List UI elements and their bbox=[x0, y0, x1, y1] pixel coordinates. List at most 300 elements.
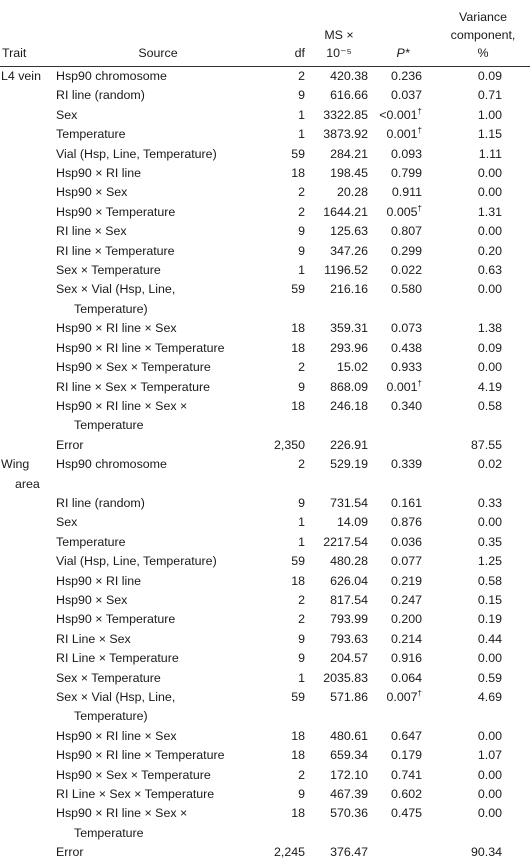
source-cell bbox=[52, 727, 264, 746]
source-text: Hsp90 × Sex × Temperature bbox=[56, 767, 211, 782]
p-value: 0.580 bbox=[390, 282, 422, 297]
header-var-line3: % bbox=[477, 46, 489, 60]
variance-cell: 0.00 bbox=[477, 166, 502, 181]
df-cell: 59 bbox=[291, 282, 305, 297]
table-row bbox=[0, 339, 530, 358]
ms-cell: 570.36 bbox=[330, 806, 368, 821]
ms-cell: 480.61 bbox=[330, 728, 368, 743]
trait-cell bbox=[0, 804, 52, 843]
variance-cell: 0.33 bbox=[477, 495, 502, 510]
source-text: Sex bbox=[56, 515, 78, 530]
p-cell bbox=[370, 242, 436, 261]
ms-cell: 731.54 bbox=[330, 495, 368, 510]
ms-cell: 2217.54 bbox=[323, 534, 368, 549]
trait-cell bbox=[0, 494, 52, 513]
ms-cell: 125.63 bbox=[330, 224, 368, 239]
p-cell bbox=[370, 280, 436, 319]
df-cell: 18 bbox=[291, 166, 305, 181]
trait-cell bbox=[0, 727, 52, 746]
df-cell: 9 bbox=[298, 787, 305, 802]
df-cell: 2,350 bbox=[273, 437, 305, 452]
trait-cell bbox=[0, 630, 52, 649]
trait-cell bbox=[0, 261, 52, 280]
table-row bbox=[0, 378, 530, 397]
source-text: RI line (random) bbox=[56, 495, 145, 510]
table-row bbox=[0, 494, 530, 513]
trait-cell bbox=[0, 766, 52, 785]
source-cell bbox=[52, 785, 264, 804]
variance-cell: 0.02 bbox=[477, 457, 502, 472]
p-cell bbox=[370, 494, 436, 513]
p-value: 0.036 bbox=[390, 534, 422, 549]
variance-cell: 0.59 bbox=[477, 670, 502, 685]
source-cell bbox=[52, 591, 264, 610]
ms-cell: 359.31 bbox=[330, 321, 368, 336]
table-body bbox=[0, 67, 530, 863]
df-cell: 2 bbox=[298, 592, 305, 607]
variance-cell: 1.00 bbox=[477, 107, 502, 122]
trait-cell bbox=[0, 785, 52, 804]
header-ms-line1: MS × bbox=[324, 28, 354, 42]
source-text: Hsp90 × RI line bbox=[56, 573, 142, 588]
p-cell bbox=[370, 203, 436, 222]
trait-cell bbox=[0, 222, 52, 241]
variance-cell: 4.69 bbox=[477, 690, 502, 704]
source-text: Hsp90 × RI line × Sex × bbox=[56, 398, 188, 413]
source-cell bbox=[52, 378, 264, 397]
source-text: Error bbox=[56, 437, 84, 452]
p-cell bbox=[370, 436, 436, 455]
variance-cell: 87.55 bbox=[470, 437, 502, 452]
dagger-mark: † bbox=[417, 378, 422, 388]
source-text: RI line × Sex × Temperature bbox=[56, 379, 211, 394]
source-cell bbox=[52, 688, 264, 727]
df-cell: 1 bbox=[298, 127, 305, 142]
source-cell bbox=[52, 242, 264, 261]
table-row bbox=[0, 164, 530, 183]
ms-cell: 659.34 bbox=[330, 748, 368, 763]
p-value: 0.475 bbox=[390, 806, 422, 821]
trait-cell bbox=[0, 591, 52, 610]
p-value: 0.807 bbox=[390, 224, 422, 239]
ms-cell: 14.09 bbox=[336, 515, 368, 530]
source-text: RI Line × Temperature bbox=[56, 651, 179, 666]
ms-cell: 1196.52 bbox=[324, 263, 368, 278]
p-value: 0.339 bbox=[390, 457, 422, 472]
p-value: 0.340 bbox=[390, 398, 422, 413]
ms-cell: 467.39 bbox=[330, 787, 368, 802]
variance-cell: 0.58 bbox=[477, 573, 502, 588]
p-cell bbox=[370, 106, 436, 125]
source-text: Vial (Hsp, Line, Temperature) bbox=[56, 146, 217, 161]
p-cell bbox=[370, 688, 436, 727]
p-cell bbox=[370, 164, 436, 183]
source-text: Temperature bbox=[56, 127, 126, 142]
variance-cell: 1.11 bbox=[478, 146, 502, 161]
table-row bbox=[0, 591, 530, 610]
source-cell bbox=[52, 145, 264, 164]
source-text: Sex × Temperature bbox=[56, 670, 161, 685]
ms-cell: 571.86 bbox=[330, 690, 368, 704]
df-cell: 1 bbox=[298, 534, 305, 549]
df-cell: 59 bbox=[291, 146, 305, 161]
variance-cell: 0.15 bbox=[477, 592, 502, 607]
ms-cell: 376.47 bbox=[330, 845, 368, 860]
header-source: Source bbox=[52, 0, 264, 67]
ms-cell: 1644.21 bbox=[323, 204, 368, 219]
source-cell bbox=[52, 106, 264, 125]
table-row bbox=[0, 145, 530, 164]
p-cell bbox=[370, 86, 436, 105]
p-value: 0.916 bbox=[390, 651, 422, 666]
header-p: P* bbox=[370, 0, 436, 67]
table-row bbox=[0, 552, 530, 571]
table-row bbox=[0, 785, 530, 804]
ms-cell: 198.45 bbox=[330, 166, 368, 181]
ms-cell: 204.57 bbox=[330, 651, 368, 666]
header-ms bbox=[308, 0, 370, 67]
p-cell bbox=[370, 261, 436, 280]
p-value: 0.741 bbox=[390, 767, 422, 782]
variance-cell: 0.00 bbox=[477, 806, 502, 821]
trait-cell bbox=[0, 183, 52, 202]
source-text: Hsp90 × RI line × Temperature bbox=[56, 340, 225, 355]
df-cell: 59 bbox=[291, 690, 305, 704]
dagger-mark: † bbox=[417, 203, 422, 213]
df-cell: 18 bbox=[291, 728, 305, 743]
p-cell bbox=[370, 610, 436, 629]
source-text: Temperature bbox=[56, 534, 126, 549]
table-row bbox=[0, 106, 530, 125]
source-cell bbox=[52, 339, 264, 358]
source-text: Temperature) bbox=[74, 709, 148, 724]
table-row bbox=[0, 67, 530, 87]
p-value: <0.001 bbox=[379, 107, 418, 122]
table-row bbox=[0, 242, 530, 261]
df-cell: 1 bbox=[298, 515, 305, 530]
p-value: 0.179 bbox=[390, 748, 422, 763]
variance-cell: 1.25 bbox=[477, 554, 502, 569]
table-row bbox=[0, 358, 530, 377]
variance-cell: 1.38 bbox=[477, 321, 502, 336]
df-cell: 2 bbox=[298, 457, 305, 472]
table-row bbox=[0, 630, 530, 649]
source-text: Hsp90 × Sex bbox=[56, 592, 128, 607]
df-cell: 9 bbox=[298, 651, 305, 666]
variance-cell: 1.07 bbox=[477, 748, 502, 763]
source-text: Hsp90 × RI line bbox=[56, 166, 142, 181]
table-row bbox=[0, 455, 530, 494]
p-value: 0.037 bbox=[390, 88, 422, 103]
table-row bbox=[0, 280, 530, 319]
df-cell: 1 bbox=[298, 263, 305, 278]
df-cell: 1 bbox=[298, 670, 305, 685]
source-text: Hsp90 × Temperature bbox=[56, 612, 176, 627]
variance-cell: 4.19 bbox=[477, 379, 502, 394]
source-cell bbox=[52, 843, 264, 862]
source-cell bbox=[52, 436, 264, 455]
variance-cell: 1.15 bbox=[477, 127, 502, 142]
trait-cell bbox=[0, 125, 52, 144]
df-cell: 9 bbox=[298, 631, 305, 646]
table-row bbox=[0, 397, 530, 436]
ms-cell: 2035.83 bbox=[323, 670, 368, 685]
trait-label: L4 vein bbox=[1, 69, 41, 83]
p-value: 0.064 bbox=[390, 670, 422, 685]
p-value: 0.247 bbox=[390, 592, 422, 607]
df-cell: 18 bbox=[291, 398, 305, 413]
table-row bbox=[0, 436, 530, 455]
ms-cell: 793.99 bbox=[330, 612, 368, 627]
p-cell bbox=[370, 727, 436, 746]
variance-cell: 0.00 bbox=[477, 651, 502, 666]
p-cell bbox=[370, 746, 436, 765]
source-cell bbox=[52, 804, 264, 843]
variance-cell: 0.35 bbox=[477, 534, 502, 549]
source-text: RI line × Sex bbox=[56, 224, 127, 239]
trait-label: area bbox=[15, 476, 40, 491]
p-value: 0.077 bbox=[390, 554, 422, 569]
source-cell bbox=[52, 766, 264, 785]
dagger-mark: † bbox=[417, 126, 422, 136]
df-cell: 9 bbox=[298, 224, 305, 239]
df-cell: 18 bbox=[291, 748, 305, 763]
ms-cell: 793.63 bbox=[330, 631, 368, 646]
source-text: Hsp90 × Temperature bbox=[56, 204, 176, 219]
df-cell: 9 bbox=[298, 495, 305, 510]
df-cell: 2 bbox=[298, 612, 305, 627]
trait-cell bbox=[0, 513, 52, 532]
variance-cell: 0.00 bbox=[477, 515, 502, 530]
p-value: 0.005 bbox=[386, 204, 418, 219]
trait-cell bbox=[0, 145, 52, 164]
trait-cell bbox=[0, 455, 52, 494]
trait-cell bbox=[0, 552, 52, 571]
table-row bbox=[0, 610, 530, 629]
p-cell bbox=[370, 455, 436, 494]
source-text: Sex bbox=[56, 107, 78, 122]
table-row bbox=[0, 572, 530, 591]
source-text: Error bbox=[56, 845, 84, 860]
ms-cell: 817.54 bbox=[330, 592, 368, 607]
p-value: 0.438 bbox=[390, 340, 422, 355]
p-cell bbox=[370, 397, 436, 436]
trait-cell bbox=[0, 86, 52, 105]
p-cell bbox=[370, 533, 436, 552]
source-text: Sex × Vial (Hsp, Line, bbox=[56, 690, 176, 704]
p-value: 0.001 bbox=[386, 127, 418, 142]
df-cell: 2,245 bbox=[273, 845, 305, 860]
df-cell: 2 bbox=[298, 185, 305, 200]
source-cell bbox=[52, 164, 264, 183]
source-cell bbox=[52, 86, 264, 105]
table-row bbox=[0, 203, 530, 222]
variance-cell: 0.00 bbox=[477, 185, 502, 200]
source-cell bbox=[52, 572, 264, 591]
source-text: Hsp90 × Sex × Temperature bbox=[56, 360, 211, 375]
df-cell: 18 bbox=[291, 321, 305, 336]
p-cell bbox=[370, 843, 436, 862]
source-text: Temperature bbox=[74, 418, 144, 433]
variance-cell: 90.34 bbox=[470, 845, 502, 860]
header-row bbox=[0, 0, 530, 67]
table-row bbox=[0, 86, 530, 105]
variance-cell: 1.31 bbox=[477, 204, 502, 219]
source-text: Hsp90 × RI line × Sex bbox=[56, 321, 177, 336]
table-row bbox=[0, 261, 530, 280]
table-row bbox=[0, 766, 530, 785]
df-cell: 18 bbox=[291, 340, 305, 355]
variance-cell: 0.09 bbox=[477, 69, 502, 83]
ms-cell: 420.38 bbox=[330, 69, 368, 83]
source-cell bbox=[52, 67, 264, 87]
source-cell bbox=[52, 358, 264, 377]
trait-cell bbox=[0, 378, 52, 397]
table-row bbox=[0, 319, 530, 338]
table-row bbox=[0, 688, 530, 727]
source-text: Hsp90 chromosome bbox=[56, 69, 167, 83]
df-cell: 1 bbox=[298, 107, 305, 122]
header-trait: Trait bbox=[0, 0, 52, 67]
source-text: Hsp90 × RI line × Sex bbox=[56, 728, 177, 743]
variance-cell: 0.00 bbox=[477, 360, 502, 375]
p-value: 0.602 bbox=[390, 787, 422, 802]
trait-cell bbox=[0, 746, 52, 765]
df-cell: 9 bbox=[298, 88, 305, 103]
source-text: Temperature) bbox=[74, 301, 148, 316]
table-row bbox=[0, 843, 530, 862]
p-cell bbox=[370, 630, 436, 649]
source-text: RI line (random) bbox=[56, 88, 145, 103]
ms-cell: 216.16 bbox=[330, 282, 368, 297]
table-row bbox=[0, 125, 530, 144]
table-row bbox=[0, 222, 530, 241]
source-cell bbox=[52, 533, 264, 552]
source-cell bbox=[52, 630, 264, 649]
variance-cell: 0.00 bbox=[477, 728, 502, 743]
p-cell bbox=[370, 67, 436, 87]
p-cell bbox=[370, 785, 436, 804]
table-row bbox=[0, 533, 530, 552]
table-row bbox=[0, 746, 530, 765]
p-cell bbox=[370, 145, 436, 164]
source-cell bbox=[52, 319, 264, 338]
ms-cell: 284.21 bbox=[330, 146, 368, 161]
p-cell bbox=[370, 766, 436, 785]
trait-cell bbox=[0, 280, 52, 319]
p-value: 0.299 bbox=[390, 243, 422, 258]
ms-cell: 626.04 bbox=[330, 573, 368, 588]
df-cell: 18 bbox=[291, 806, 305, 821]
trait-cell bbox=[0, 649, 52, 668]
p-cell bbox=[370, 222, 436, 241]
p-value: 0.022 bbox=[390, 263, 422, 278]
p-value: 0.911 bbox=[391, 185, 422, 200]
table-row bbox=[0, 804, 530, 843]
p-cell bbox=[370, 319, 436, 338]
p-cell bbox=[370, 649, 436, 668]
table-row bbox=[0, 183, 530, 202]
variance-cell: 0.63 bbox=[477, 263, 502, 278]
p-value: 0.007 bbox=[386, 690, 418, 704]
source-cell bbox=[52, 610, 264, 629]
source-text: Hsp90 × RI line × Sex × bbox=[56, 806, 188, 821]
table-row bbox=[0, 513, 530, 532]
ms-cell: 616.66 bbox=[330, 88, 368, 103]
trait-cell bbox=[0, 358, 52, 377]
source-cell bbox=[52, 455, 264, 494]
p-cell bbox=[370, 804, 436, 843]
source-text: Hsp90 chromosome bbox=[56, 457, 167, 472]
source-cell bbox=[52, 746, 264, 765]
ms-cell: 347.26 bbox=[330, 243, 368, 258]
p-value: 0.933 bbox=[390, 360, 422, 375]
p-value: 0.876 bbox=[390, 515, 422, 530]
source-cell bbox=[52, 183, 264, 202]
p-value: 0.001 bbox=[386, 379, 418, 394]
variance-cell: 0.00 bbox=[477, 767, 502, 782]
trait-cell bbox=[0, 572, 52, 591]
ms-cell: 293.96 bbox=[330, 340, 368, 355]
ms-cell: 20.28 bbox=[336, 185, 368, 200]
p-value: 0.093 bbox=[390, 146, 422, 161]
source-cell bbox=[52, 397, 264, 436]
source-cell bbox=[52, 203, 264, 222]
source-text: Temperature bbox=[74, 825, 144, 840]
p-cell bbox=[370, 513, 436, 532]
p-value: 0.647 bbox=[390, 728, 422, 743]
table-row bbox=[0, 649, 530, 668]
p-value: 0.219 bbox=[390, 573, 422, 588]
ms-cell: 480.28 bbox=[330, 554, 368, 569]
p-cell bbox=[370, 358, 436, 377]
ms-cell: 3322.85 bbox=[323, 107, 368, 122]
df-cell: 2 bbox=[298, 360, 305, 375]
ms-cell: 226.91 bbox=[330, 437, 368, 452]
table-header bbox=[0, 0, 530, 67]
source-text: Sex × Vial (Hsp, Line, bbox=[56, 282, 176, 297]
dagger-mark: † bbox=[417, 106, 422, 116]
variance-cell: 0.00 bbox=[477, 787, 502, 802]
variance-cell: 0.19 bbox=[477, 612, 502, 627]
trait-cell bbox=[0, 339, 52, 358]
trait-label: Wing bbox=[1, 457, 30, 472]
ms-cell: 15.02 bbox=[336, 360, 368, 375]
header-var-line2: component, bbox=[450, 28, 516, 42]
source-text: Hsp90 × RI line × Temperature bbox=[56, 748, 225, 763]
header-df: df bbox=[264, 0, 308, 67]
df-cell: 18 bbox=[291, 573, 305, 588]
df-cell: 9 bbox=[298, 243, 305, 258]
p-cell bbox=[370, 339, 436, 358]
p-cell bbox=[370, 125, 436, 144]
table-row bbox=[0, 727, 530, 746]
variance-cell: 0.09 bbox=[477, 340, 502, 355]
p-value: 0.161 bbox=[390, 495, 422, 510]
p-cell bbox=[370, 572, 436, 591]
df-cell: 2 bbox=[298, 767, 305, 782]
p-cell bbox=[370, 378, 436, 397]
table-row bbox=[0, 669, 530, 688]
ms-cell: 3873.92 bbox=[323, 127, 368, 142]
p-value: 0.200 bbox=[390, 612, 422, 627]
trait-cell bbox=[0, 669, 52, 688]
trait-cell bbox=[0, 242, 52, 261]
p-value: 0.214 bbox=[390, 631, 422, 646]
source-text: Hsp90 × Sex bbox=[56, 185, 128, 200]
p-value: 0.073 bbox=[390, 321, 422, 336]
trait-cell bbox=[0, 436, 52, 455]
